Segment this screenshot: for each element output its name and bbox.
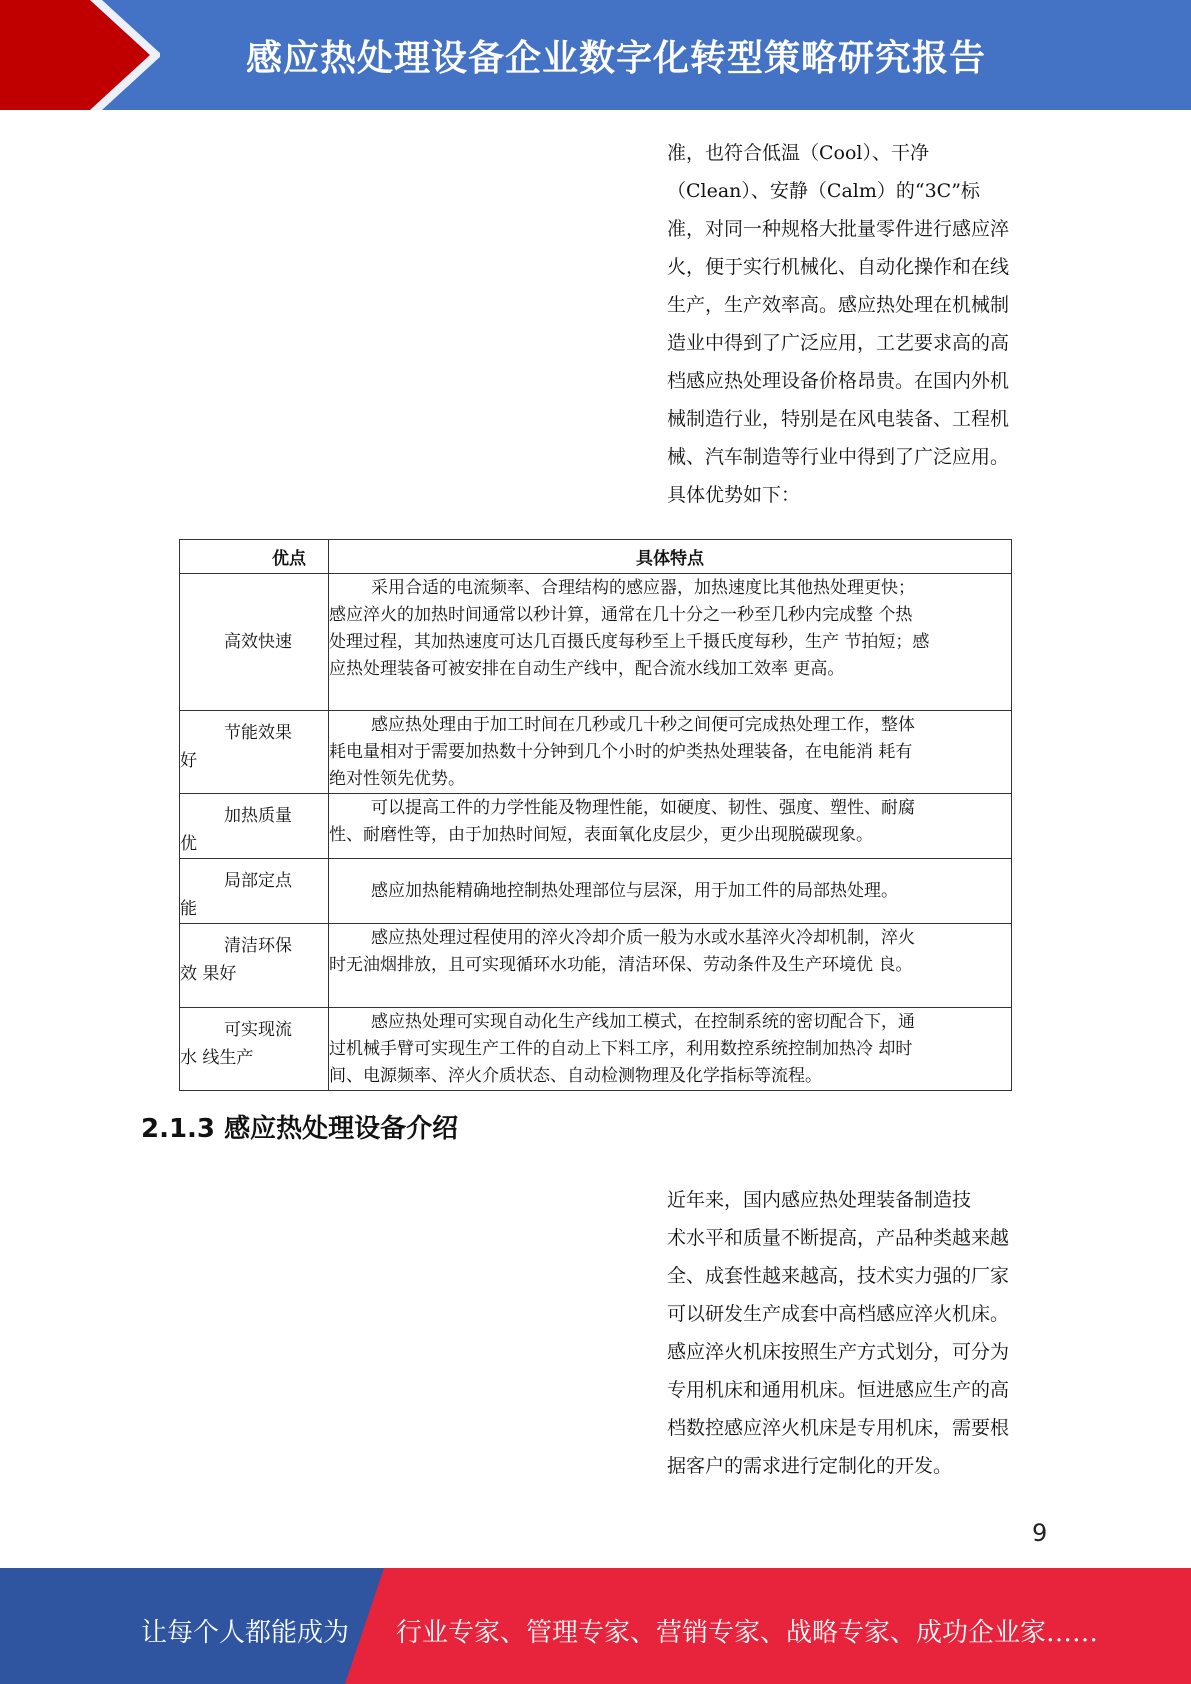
advantage-name-text: 局部定点	[224, 871, 292, 891]
advantage-description-text: 感应加热能精确地控制热处理部位与层深，用于加工件的局部热处理。	[371, 881, 898, 901]
page-number: 9	[1032, 1519, 1048, 1547]
advantage-name-text: 能	[180, 899, 197, 919]
advantage-name-text: 节能效果	[224, 723, 292, 743]
header-red-chevron	[0, 0, 160, 110]
paragraph-line: 全、成套性越来越高，技术实力强的厂家	[667, 1265, 1010, 1287]
table-row	[180, 574, 1012, 711]
equipment-paragraph	[667, 1181, 1047, 1485]
advantage-name-text: 效 果好	[180, 964, 237, 984]
paragraph-line: （Clean）、安静（Calm）的“3C”标	[667, 180, 980, 202]
table-row	[180, 711, 1012, 794]
advantage-description-text: 感应热处理过程使用的淬火冷却介质一般为水或水基淬火冷却机制，淬火	[371, 928, 915, 948]
advantage-description-cell	[329, 1008, 1012, 1091]
advantage-description-text: 时无油烟排放，且可实现循环水功能，清洁环保、劳动条件及生产环境优 良。	[329, 955, 913, 975]
advantage-description-text: 过机械手臂可实现生产工件的自动上下料工序，利用数控系统控制加热冷 却时	[329, 1039, 913, 1059]
header-features: 具体特点	[329, 540, 1012, 574]
advantage-description-text: 间、电源频率、淬火介质状态、自动检测物理及化学指标等流程。	[329, 1066, 822, 1086]
advantage-description-text: 耗电量相对于需要加热数十分钟到几个小时的炉类热处理装备，在电能消 耗有	[329, 742, 913, 762]
advantage-description-text: 感应淬火的加热时间通常以秒计算，通常在几十分之一秒至几秒内完成整 个热	[329, 605, 913, 625]
advantage-name-text: 水 线生产	[180, 1048, 254, 1068]
paragraph-line: 感应淬火机床按照生产方式划分，可分为	[667, 1341, 1010, 1363]
advantage-description-text: 绝对性领先优势。	[329, 769, 465, 789]
advantage-description-cell	[329, 794, 1012, 859]
paragraph-line: 械、汽车制造等行业中得到了广泛应用。	[667, 446, 1010, 468]
paragraph-line: 械制造行业，特别是在风电装备、工程机	[667, 408, 1010, 430]
advantage-name-cell	[180, 574, 329, 711]
advantage-description-cell	[329, 711, 1012, 794]
paragraph-line: 档数控感应淬火机床是专用机床，需要根	[667, 1417, 1010, 1439]
intro-paragraph	[667, 134, 1047, 514]
advantage-description-text: 采用合适的电流频率、合理结构的感应器，加热速度比其他热处理更快；	[371, 578, 915, 598]
advantage-description-text: 处理过程，其加热速度可达几百摄氏度每秒至上千摄氏度每秒，生产 节拍短；感	[329, 632, 930, 652]
advantage-description-text: 感应热处理由于加工时间在几秒或几十秒之间便可完成热处理工作，整体	[371, 715, 915, 735]
page-footer	[0, 1568, 1191, 1684]
paragraph-line: 具体优势如下：	[667, 484, 801, 506]
paragraph-line: 可以研发生产成套中高档感应淬火机床。	[667, 1303, 1010, 1325]
table-header-row	[180, 540, 1012, 574]
section-heading: 2.1.3 感应热处理设备介绍	[141, 1114, 459, 1144]
advantage-name-text: 高效快速	[224, 632, 292, 652]
advantage-name-cell	[180, 859, 329, 924]
advantage-name-text: 清洁环保	[224, 936, 292, 956]
paragraph-line: 准，也符合低温（Cool）、干净	[667, 142, 929, 164]
advantage-description-cell	[329, 574, 1012, 711]
advantage-description-text: 感应热处理可实现自动化生产线加工模式，在控制系统的密切配合下，通	[371, 1012, 915, 1032]
paragraph-line: 近年来，国内感应热处理装备制造技	[667, 1189, 972, 1211]
paragraph-line: 专用机床和通用机床。恒进感应生产的高	[667, 1379, 1010, 1401]
advantage-name-cell	[180, 924, 329, 1008]
advantage-name-text: 加热质量	[224, 806, 292, 826]
advantage-name-text: 好	[180, 751, 197, 771]
advantage-name-cell	[180, 711, 329, 794]
table-row	[180, 859, 1012, 924]
paragraph-line: 据客户的需求进行定制化的开发。	[667, 1455, 953, 1477]
advantage-description-text: 性、耐磨性等，由于加热时间短，表面氧化皮层少，更少出现脱碳现象。	[329, 825, 873, 845]
advantage-description-cell	[329, 859, 1012, 924]
advantage-name-text: 优	[180, 834, 197, 854]
table-row	[180, 794, 1012, 859]
advantages-table	[179, 539, 1012, 1091]
table-row	[180, 924, 1012, 1008]
advantage-name-text: 可实现流	[224, 1020, 292, 1040]
paragraph-line: 准，对同一种规格大批量零件进行感应淬	[667, 218, 1010, 240]
page-header	[0, 0, 1191, 110]
advantage-description-text: 应热处理装备可被安排在自动生产线中，配合流水线加工效率 更高。	[329, 659, 845, 679]
advantage-name-cell	[180, 794, 329, 859]
header-advantage: 优点	[180, 540, 329, 574]
advantage-description-cell	[329, 924, 1012, 1008]
footer-slogan-left: 让每个人都能成为	[141, 1618, 350, 1648]
table-row	[180, 1008, 1012, 1091]
advantage-name-cell	[180, 1008, 329, 1091]
paragraph-line: 造业中得到了广泛应用，工艺要求高的高	[667, 332, 1010, 354]
footer-slogan-right: 行业专家、管理专家、营销专家、战略专家、成功企业家……	[396, 1618, 1099, 1648]
paragraph-line: 术水平和质量不断提高，产品种类越来越	[667, 1227, 1010, 1249]
paragraph-line: 火，便于实行机械化、自动化操作和在线	[667, 256, 1010, 278]
paragraph-line: 生产，生产效率高。感应热处理在机械制	[667, 294, 1010, 316]
report-title: 感应热处理设备企业数字化转型策略研究报告	[246, 38, 987, 79]
paragraph-line: 档感应热处理设备价格昂贵。在国内外机	[667, 370, 1010, 392]
advantage-description-text: 可以提高工件的力学性能及物理性能，如硬度、韧性、强度、塑性、耐腐	[371, 798, 915, 818]
